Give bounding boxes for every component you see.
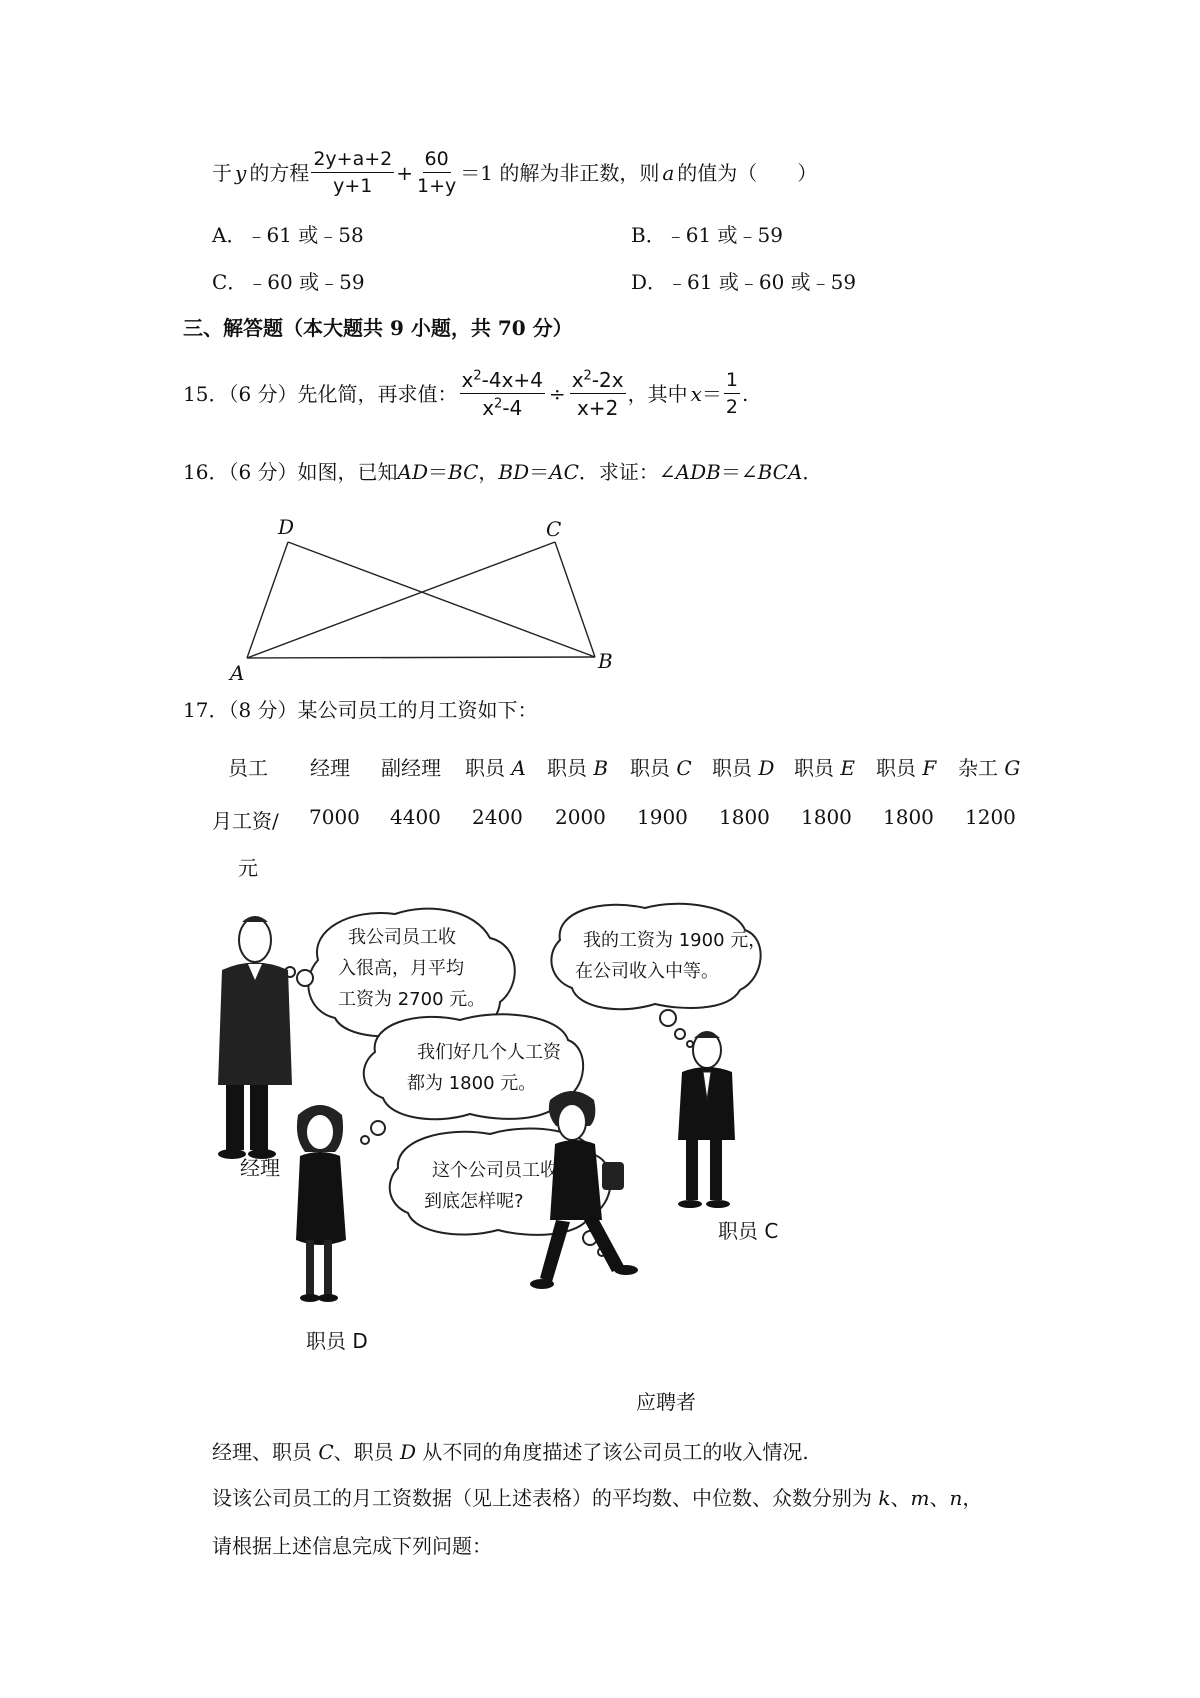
- table-header-cell: 经理: [310, 756, 350, 780]
- q14-var-y: y: [235, 161, 247, 185]
- section-title-mid: 小题，共: [403, 316, 498, 340]
- q17-paragraph-2: 设该公司员工的月工资数据（见上述表格）的平均数、中位数、众数分别为 k、m、n，: [212, 1486, 983, 1510]
- table-value-cell: 1800: [801, 805, 852, 829]
- table-header-cell: 职员 E: [794, 756, 855, 780]
- clerk-d-figure: [296, 1105, 346, 1302]
- option-label: A．: [212, 223, 247, 247]
- q14-var-a: a: [662, 161, 675, 185]
- q16-eq2: ＝: [529, 460, 550, 484]
- table-value-cell: 1800: [883, 805, 934, 829]
- table-header-cell: 员工: [228, 756, 268, 780]
- table-value-cell: 1800: [719, 805, 770, 829]
- q14-prefix: 于: [212, 161, 232, 185]
- caption-applicant: 应聘者: [636, 1390, 696, 1414]
- q15-var-x: x: [690, 382, 702, 406]
- table-header-cell: 职员 A: [465, 756, 526, 780]
- bubble-text-applicant: [424, 1155, 576, 1217]
- option-label: C．: [212, 270, 248, 294]
- q16-ad: AD: [397, 460, 429, 484]
- label-b: B: [598, 649, 613, 673]
- option-text: ﹣61 或﹣60 或﹣59: [667, 270, 857, 294]
- q15-stem: [183, 370, 748, 418]
- bubble-line: 在公司收入中等。: [575, 961, 719, 982]
- q16-bd: BD: [498, 460, 530, 484]
- q14-eq-rhs: ＝1 的解为非正数，则: [460, 161, 660, 185]
- section-title: [183, 318, 573, 338]
- option-text: ﹣61 或﹣59: [665, 223, 783, 247]
- q15-fraction-1: [460, 370, 545, 418]
- q14-frac1-denominator: y+1: [333, 175, 373, 197]
- caption-clerk-d: 职员 D: [306, 1329, 368, 1353]
- q15-fraction-2: [570, 370, 626, 418]
- label-c: C: [546, 517, 562, 541]
- section-title-pre: 三、解答题（本大题共: [183, 316, 390, 340]
- q16-bca: BCA: [757, 460, 803, 484]
- q14-text-eq: 的方程: [249, 161, 310, 185]
- q14-frac2-numerator: 60: [423, 150, 451, 173]
- q16-eq: ＝: [428, 460, 449, 484]
- q14-fraction-1: [311, 150, 394, 196]
- q16-ac: AC: [549, 460, 579, 484]
- table-value-cell: 4400: [390, 805, 441, 829]
- q15-half-denominator: 2: [725, 396, 738, 418]
- bubble-text-manager: [338, 922, 486, 1015]
- caption-clerk-c: 职员 C: [718, 1219, 779, 1243]
- q17-intro: 17．（8 分）某公司员工的月工资如下：: [183, 698, 538, 722]
- label-d: D: [278, 515, 295, 539]
- option-text: ﹣61 或﹣58: [246, 223, 364, 247]
- q15-half-numerator: 1: [724, 371, 740, 394]
- table-header-cell: 职员 B: [547, 756, 609, 780]
- q15-end: .: [741, 382, 749, 406]
- bubble-line: 工资为 2700 元。: [338, 989, 486, 1010]
- table-value-cell: 1900: [637, 805, 688, 829]
- manager-figure: [218, 916, 292, 1159]
- q16-geometry-figure: [200, 505, 630, 685]
- q15-divide: ÷: [548, 382, 566, 406]
- q14-fraction-2: [415, 150, 458, 196]
- table-header-cell: 副经理: [381, 756, 441, 780]
- q14-option-d: [631, 272, 856, 292]
- clerk-c-figure: [678, 1032, 735, 1208]
- q14-option-c: [212, 272, 365, 292]
- q14-stem: [212, 150, 817, 196]
- q14-plus: +: [396, 161, 413, 185]
- q16-bc: BC: [448, 460, 479, 484]
- bubble-line: 入很高，月平均: [338, 958, 464, 979]
- q15-where: ，其中: [627, 382, 688, 406]
- q14-option-a: [212, 225, 364, 245]
- q16-adb: ADB: [675, 460, 721, 484]
- q16-pre: 16．（6 分）如图，已知: [183, 460, 398, 484]
- bubble-line: 到底怎样呢?: [424, 1191, 524, 1212]
- bubble-line: 我们好几个人工资: [417, 1042, 561, 1063]
- label-a: A: [230, 661, 245, 685]
- q14-frac1-numerator: 2y+a+2: [311, 150, 394, 173]
- bubble-line: 我公司员工收: [348, 927, 456, 948]
- table-row-label-unit: 元: [238, 856, 258, 880]
- caption-manager: 经理: [240, 1156, 280, 1180]
- section-title-count: 9: [389, 316, 404, 340]
- segment-ab: [247, 657, 595, 658]
- segment-ad: [247, 542, 288, 658]
- bubble-text-clerk-c: [575, 925, 767, 987]
- q15-f1-denominator: $x^2-4$: [482, 396, 523, 420]
- option-text: ﹣60 或﹣59: [247, 270, 365, 294]
- segment-db: [288, 542, 595, 657]
- bubble-line: 都为 1800 元。: [407, 1073, 537, 1094]
- table-value-cell: 2000: [555, 805, 606, 829]
- bubble-tail-dot: [371, 1121, 385, 1135]
- q15-number: 15．（6 分）先化简，再求值：: [183, 382, 458, 406]
- q16-comma: ，: [478, 460, 499, 484]
- bubble-tail-dot: [660, 1010, 676, 1026]
- q15-fraction-half: [724, 371, 740, 417]
- bubble-tail-dot: [297, 970, 313, 986]
- segment-ac: [247, 542, 555, 658]
- q14-option-b: [631, 225, 783, 245]
- q16-prove: ．求证：∠: [578, 460, 676, 484]
- bubble-line: 这个公司员工收入: [432, 1160, 576, 1181]
- table-value-cell: 2400: [472, 805, 523, 829]
- table-header-cell: 职员 D: [712, 756, 775, 780]
- q14-suffix: 的值为（ ）: [677, 161, 818, 185]
- q17-paragraph-1: 经理、职员 C、职员 D 从不同的角度描述了该公司员工的收入情况.: [212, 1440, 809, 1464]
- q15-f2-denominator: x+2: [576, 396, 619, 420]
- table-row-label: 月工资/: [212, 809, 279, 833]
- option-label: D．: [631, 270, 668, 294]
- bubble-line: 我的工资为 1900 元，: [583, 930, 767, 951]
- q14-frac2-denominator: 1+y: [416, 175, 457, 197]
- section-title-score: 70: [497, 316, 526, 340]
- q16-end: ．: [802, 460, 823, 484]
- q16-stem: [183, 462, 822, 482]
- q15-f1-numerator: $x^2-4x+4$: [461, 368, 543, 392]
- bubble-tail-dot: [675, 1029, 685, 1039]
- q17-paragraph-3: 请根据上述信息完成下列问题：: [212, 1534, 492, 1558]
- q15-f2-numerator: $x^2-2x$: [571, 368, 624, 392]
- table-value-cell: 7000: [309, 805, 360, 829]
- option-label: B．: [631, 223, 666, 247]
- q16-eq3: ＝∠: [720, 460, 758, 484]
- bubble-tail-dot: [687, 1041, 693, 1047]
- table-value-cell: 1200: [965, 805, 1016, 829]
- table-header-cell: 杂工 G: [958, 756, 1021, 780]
- table-header-cell: 职员 F: [876, 756, 937, 780]
- segment-cb: [555, 542, 595, 657]
- table-header-cell: 职员 C: [630, 756, 692, 780]
- section-title-post: 分）: [525, 316, 573, 340]
- bubble-text-clerk-d: [407, 1037, 561, 1099]
- bubble-tail-dot: [361, 1136, 369, 1144]
- q15-eq: ＝: [701, 382, 722, 406]
